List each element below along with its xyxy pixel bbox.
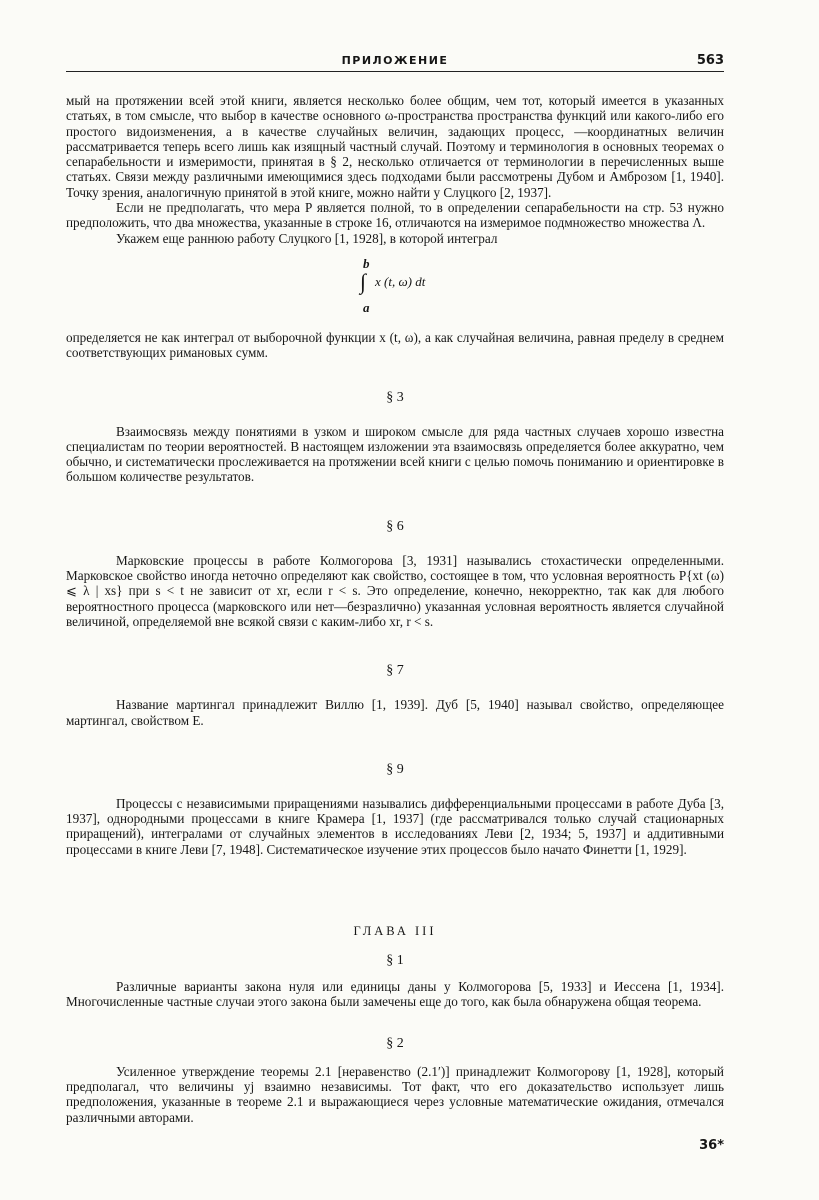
integral-lower-limit: a: [363, 299, 370, 315]
paragraph-chapter-section-2: Усиленное утверждение теоремы 2.1 [неравенство (2.1′)] принадлежит Колмогорову [1, 1928], который предполагал, что величины yj взаимно независимы. Тот факт, что его доказательство использует лишь предположения, указанные в теореме 2.1 и выражающиеся через условные математические ожидания, отмечался различными авторами.: [66, 1063, 724, 1125]
page-body: [66, 93, 724, 1125]
chapter-section-heading-2: § 2: [386, 1035, 404, 1051]
paragraph-continuation: мый на протяжении всей этой книги, является несколько более общим, чем тот, который имеется в указанных статьях, в том смысле, что выбор в качестве основного ω-пространства пространства функций или какого-либо его простого видоизменения, а в качестве случайных величин, задающих процесс, —координатных величин рассматривается теперь всего лишь как изящный частный случай. Поэтому и терминология в основных теоремах о сепарабельности и измеримости, принятая в § 2, несколько отличается от терминологии в перечисленных выше статьях. Связи между различными имеющимися здесь подходами были рассмотрены Дубом и Амброзом [1, 1940]. Точку зрения, аналогичную принятой в этой книге, можно найти у Слуцкого [2, 1937].: [66, 93, 724, 200]
section-heading-6: § 6: [386, 518, 404, 534]
integral-formula: [335, 256, 455, 318]
page-header: [66, 53, 724, 72]
section-heading-9: § 9: [386, 761, 404, 777]
running-title: ПРИЛОЖЕНИЕ: [341, 54, 449, 67]
paragraph-integral-definition: определяется не как интеграл от выборочной функции x (t, ω), а как случайная величина, равная пределу в среднем соответствующих римановых сумм.: [66, 329, 724, 361]
paragraph-section-7: Название мартингал принадлежит Виллю [1, 1939]. Дуб [5, 1940] называл свойство, определяющее мартингал, свойством E.: [66, 697, 724, 728]
paragraph-section-3: Взаимосвязь между понятиями в узком и широком смысле для ряда частных случаев хорошо известна специалистам по теории вероятностей. В настоящем изложении эта взаимосвязь определяется более аккуратно, чем обычно, и систематически прослеживается на протяжении всей книги с целью помочь пониманию и ориентировке в большом количестве результатов.: [66, 423, 724, 485]
chapter-section-heading-1: § 1: [386, 953, 404, 969]
signature-mark: 36*: [699, 1138, 724, 1153]
integral-expression: x (t, ω) dt: [375, 273, 426, 289]
chapter-heading: ГЛАВА III: [353, 924, 437, 939]
integral-upper-limit: b: [363, 255, 370, 271]
page-number: 563: [696, 53, 724, 68]
section-heading-3: § 3: [386, 389, 404, 405]
section-heading-7: § 7: [386, 663, 404, 679]
paragraph-slutsky: Укажем еще раннюю работу Слуцкого [1, 1928], в которой интеграл: [116, 230, 498, 246]
paragraph-section-9: Процессы с независимыми приращениями назывались дифференциальными процессами в работе Дуба [3, 1937], однородными процессами в книге Крамера [1, 1937] (где рассматривался только случай стационарных приращений), интегралами от случайных элементов в исследованиях Леви [2, 1934; 5, 1937] и аддитивными процессами в книге Леви [7, 1948]. Систематическое изучение этих процессов было начато Финетти [1, 1929].: [66, 795, 724, 857]
integral-sign: ∫: [360, 268, 367, 294]
paragraph-section-6: Марковские процессы в работе Колмогорова [3, 1931] назывались стохастически определенными. Марковское свойство иногда неточно определяют как свойство, состоящее в том, что условная вероятность P{xt (ω) ⩽ λ | xs} при s < t не зависит от xr, если r < s. Это определение, конечно, некорректно, так как для любого вероятностного процесса (марковского или нет—безразлично) указанная условная вероятность является случайной величиной, определяемой вне всякой связи с каким-либо xr, r < s.: [66, 552, 724, 629]
paragraph-separability: Если не предполагать, что мера P является полной, то в определении сепарабельности на стр. 53 нужно предположить, что два множества, указанные в строке 16, отличаются на измеримое подмножество множества Λ.: [66, 200, 724, 231]
paragraph-chapter-section-1: Различные варианты закона нуля или единицы даны у Колмогорова [5, 1933] и Иессена [1, 1934]. Многочисленные частные случаи этого закона были замечены еще до того, как была обнаружена общая теорема.: [66, 979, 724, 1010]
